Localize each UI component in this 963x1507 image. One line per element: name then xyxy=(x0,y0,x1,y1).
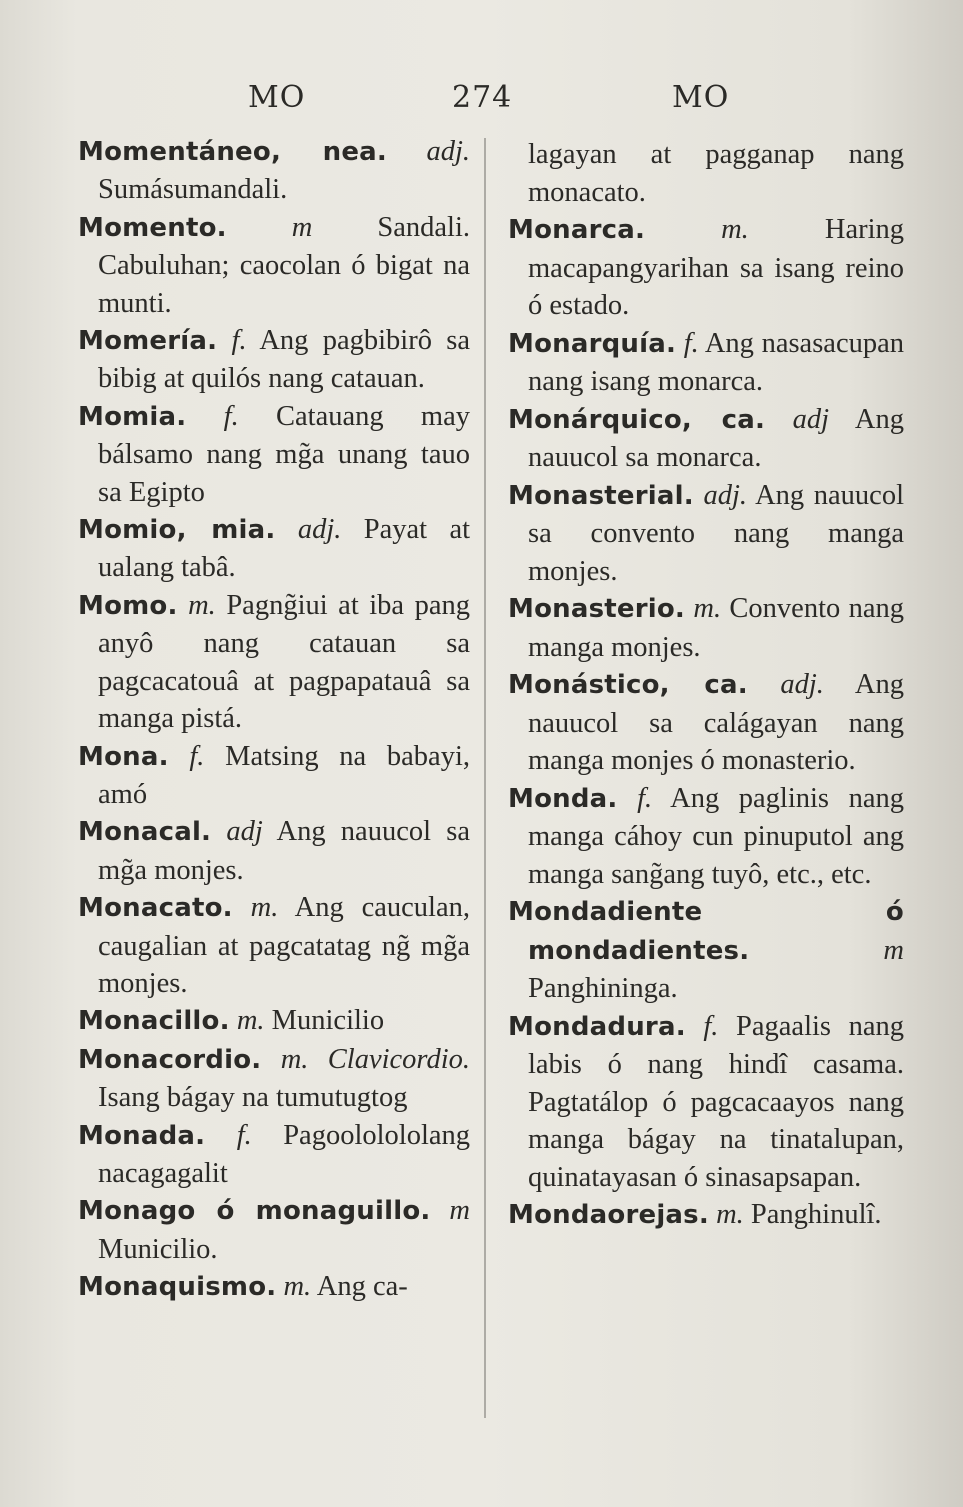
grammar-label: m xyxy=(291,211,313,243)
headword: Momio, mia. xyxy=(78,515,276,546)
running-header xyxy=(0,80,963,124)
grammar-label: f. xyxy=(236,1119,252,1151)
definition: Isang bágay na tumutugtog xyxy=(98,1082,408,1114)
grammar-label: adj xyxy=(226,816,263,848)
page-number: 274 xyxy=(452,80,513,115)
definition: Catauang may bálsamo nang mg̃a unang tauo sa Egipto xyxy=(98,400,471,508)
definition: Pagng̃iui at iba pang anyô nang catauan sa pagcacatouâ at pagpapatauâ sa manga pistá. xyxy=(98,589,470,735)
definition: Panghininga. xyxy=(528,973,678,1004)
headword: Mondadura. xyxy=(508,1011,686,1042)
definition: Convento nang manga monjes. xyxy=(528,593,904,663)
grammar-label: f. xyxy=(189,740,205,772)
dictionary-entry xyxy=(78,1192,470,1268)
dictionary-entry xyxy=(78,398,470,511)
definition: Ang ca- xyxy=(316,1271,408,1303)
definition: Ang cauculan, caugalian at pagcatatag ng̃ mg̃a monjes. xyxy=(98,892,470,999)
dictionary-entry xyxy=(78,738,470,814)
dictionary-entry xyxy=(78,133,470,209)
dictionary-entry xyxy=(78,889,470,1002)
headword: Monacordio. xyxy=(78,1044,262,1075)
headword: Momería. xyxy=(78,326,218,357)
definition: Ang pagbibirô sa bibig at quilós nang catauan. xyxy=(98,325,470,395)
dictionary-entry xyxy=(78,1002,470,1040)
headword: Monago ó monaguillo. xyxy=(78,1196,431,1227)
dictionary-entry xyxy=(508,1196,904,1235)
definition: Ang nasasacupan nang isang monarca. xyxy=(528,327,904,397)
headword: Momia. xyxy=(78,401,187,432)
headword: Monacillo. xyxy=(78,1006,230,1037)
definition: Payat at ualang tabâ. xyxy=(98,514,471,584)
grammar-label: adj. xyxy=(780,669,824,700)
dictionary-entry xyxy=(508,893,904,1008)
continued-definition: lagayan at pagganap nang monacato. xyxy=(528,139,904,208)
headword: Monástico, ca. xyxy=(508,670,748,700)
dictionary-entry xyxy=(508,1008,904,1197)
grammar-label: f. xyxy=(231,325,247,357)
dictionary-entry xyxy=(78,587,470,738)
headword: Monárquico, ca. xyxy=(508,404,766,435)
headword: Monacal. xyxy=(78,817,212,848)
grammar-label: m. xyxy=(283,1271,312,1303)
definition: Ang nauucol sa convento nang manga monjes. xyxy=(528,479,904,587)
dictionary-entry xyxy=(78,1117,470,1193)
dictionary-entry xyxy=(78,322,470,398)
grammar-label: m. xyxy=(693,593,722,624)
definition: Pagaalis nang labis ó nang hindî casama. Pagtatálop ó pagcacaayos nang manga bágay na tinatalupan, quinatayasan ó sinasapsapan. xyxy=(528,1010,904,1193)
definition: Ang paglinis nang manga cáhoy cun pinuputol ang manga sang̃ang tuyô, etc., etc. xyxy=(528,782,905,890)
right-column xyxy=(508,136,904,1235)
grammar-label: m xyxy=(883,934,904,966)
headword: Monasterio. xyxy=(508,594,686,624)
headword: Monaquismo. xyxy=(78,1272,277,1303)
headword: Monacato. xyxy=(78,893,233,924)
definition: Haring macapangyarihan sa isang reino ó estado. xyxy=(528,214,904,321)
headword: Mona. xyxy=(78,741,169,772)
header-right-guide-word: MO xyxy=(672,80,730,115)
grammar-label: m. Clavicordio. xyxy=(280,1043,470,1075)
dictionary-entry xyxy=(78,1268,470,1306)
headword: Monada. xyxy=(78,1120,206,1151)
headword: Momo. xyxy=(78,590,178,621)
grammar-label: m. xyxy=(716,1199,744,1230)
dictionary-entry xyxy=(508,590,904,666)
definition: Sandali. Cabuluhan; caocolan ó bigat na munti. xyxy=(98,211,470,319)
dictionary-entry xyxy=(508,477,904,591)
headword: Monasterial. xyxy=(508,480,694,511)
dictionary-entry xyxy=(78,511,470,587)
dictionary-entry xyxy=(78,813,470,889)
definition: Matsing na babayi, amó xyxy=(98,740,470,810)
header-left-guide-word: MO xyxy=(248,80,306,115)
definition: Municilio. xyxy=(98,1233,218,1265)
dictionary-entry xyxy=(78,209,470,322)
headword: Momentáneo, nea. xyxy=(78,137,387,167)
definition: Ang nauucol sa monarca. xyxy=(528,403,905,473)
headword: Monda. xyxy=(508,783,618,814)
definition: Pagoololololang nacagagalit xyxy=(98,1119,471,1189)
left-column xyxy=(78,133,470,1307)
headword: Momento. xyxy=(78,212,227,243)
column-divider xyxy=(484,138,486,1418)
headword: Monarca. xyxy=(508,215,646,245)
dictionary-entry xyxy=(508,211,904,325)
dictionary-entry xyxy=(508,780,904,894)
dictionary-entry xyxy=(508,325,904,401)
grammar-label: f. xyxy=(683,327,699,359)
headword: Mondadiente ó mondadientes. xyxy=(508,897,904,966)
grammar-label: m. xyxy=(236,1005,265,1037)
definition: Ang nauucol sa mg̃a monjes. xyxy=(98,816,471,886)
grammar-label: m. xyxy=(188,589,216,621)
grammar-label: adj xyxy=(792,403,829,435)
headword: Mondaorejas. xyxy=(508,1200,709,1230)
definition: Ang nauucol sa calágayan nang manga monjes ó monasterio. xyxy=(528,669,904,776)
headword: Monarquía. xyxy=(508,328,677,359)
dictionary-entry xyxy=(508,401,904,477)
definition: Municilio xyxy=(271,1005,385,1037)
definition: Sumásumandali. xyxy=(98,174,288,206)
grammar-label: f. xyxy=(223,400,239,432)
grammar-label: adj. xyxy=(426,136,470,167)
grammar-label: m. xyxy=(250,892,279,924)
dictionary-entry xyxy=(78,1041,470,1117)
grammar-label: f. xyxy=(703,1010,719,1042)
grammar-label: m. xyxy=(721,214,749,245)
grammar-label: m xyxy=(449,1195,470,1227)
grammar-label: adj. xyxy=(703,479,747,511)
grammar-label: adj. xyxy=(297,514,342,546)
dictionary-entry xyxy=(508,666,904,780)
definition: Panghinulî. xyxy=(750,1199,882,1230)
grammar-label: f. xyxy=(637,782,653,814)
